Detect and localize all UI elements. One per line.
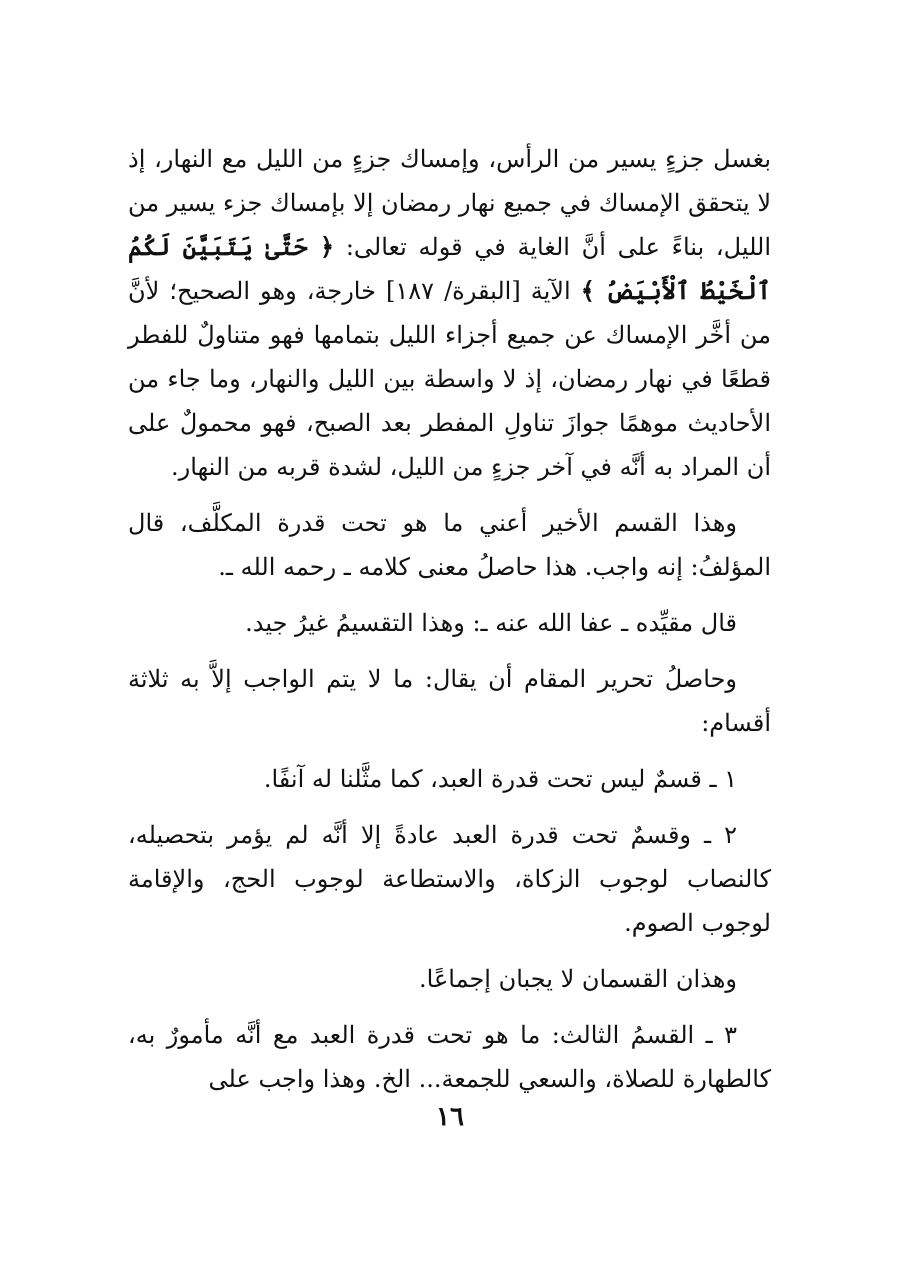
paragraph-consensus: وهذان القسمان لا يجبان إجماعًا. [419, 965, 737, 993]
quran-verse: ﴿ حَتَّىٰ يَتَبَيَّنَ لَكُمُ ٱلْخَيْطُ ٱلْأَبْيَضُ ﴾ [128, 232, 772, 305]
paragraph-4: وحاصلُ تحرير المقام أن يقال: ما لا يتم الواجب إلاَّ به ثلاثة أقسام: [128, 665, 771, 737]
list-item-3: ٣ ـ القسمُ الثالث: ما هو تحت قدرة العبد مع أنَّه مأمورٌ به، كالطهارة للصلاة، والسعي للجمعة... الخ. وهذا واجب على [128, 1021, 771, 1093]
list-item-1: ١ ـ قسمٌ ليس تحت قدرة العبد، كما مثَّلنا له آنفًا. [263, 765, 737, 793]
list-item-2: ٢ ـ وقسمٌ تحت قدرة العبد عادةً إلا أنَّه لم يؤمر بتحصيله، كالنصاب لوجوب الزكاة، والاستطاعة لوجوب الحج، والإقامة لوجوب الصوم. [128, 821, 771, 937]
paragraph-1-text-before: بغسل جزءٍ يسير من الرأس، وإمساك جزءٍ من الليل مع النهار، إذ لا يتحقق الإمساك في جميع نهار رمضان إلا بإمساك جزء يسير من الليل، بناءً على أنَّ الغاية في قوله تعالى: [128, 145, 771, 261]
page-number: ١٦ [436, 1102, 464, 1132]
paragraph-2: وهذا القسم الأخير أعني ما هو تحت قدرة المكلَّف، قال المؤلفُ: إنه واجب. هذا حاصلُ معنى كلامه ـ رحمه الله ـ. [128, 509, 771, 581]
paragraph-1-text-after: الآية [البقرة/ ١٨٧] خارجة، وهو الصحيح؛ لأنَّ من أخَّر الإمساك عن جميع أجزاء الليل بتمامها فهو متناولٌ للفطر قطعًا في نهار رمضان، إذ لا واسطة بين الليل والنهار، وما جاء من الأحاديث موهمًا جوازَ تناولِ المفطر بعد الصبح، فهو محمولٌ على أن المراد به أنَّه في آخر جزءٍ من الليل، لشدة قربه من النهار. [128, 277, 771, 481]
paragraph-3: قال مقيِّده ـ عفا الله عنه ـ: وهذا التقسيمُ غيرُ جيد. [245, 609, 737, 637]
page-body-text [128, 137, 771, 1113]
paragraph-1 [128, 137, 771, 489]
